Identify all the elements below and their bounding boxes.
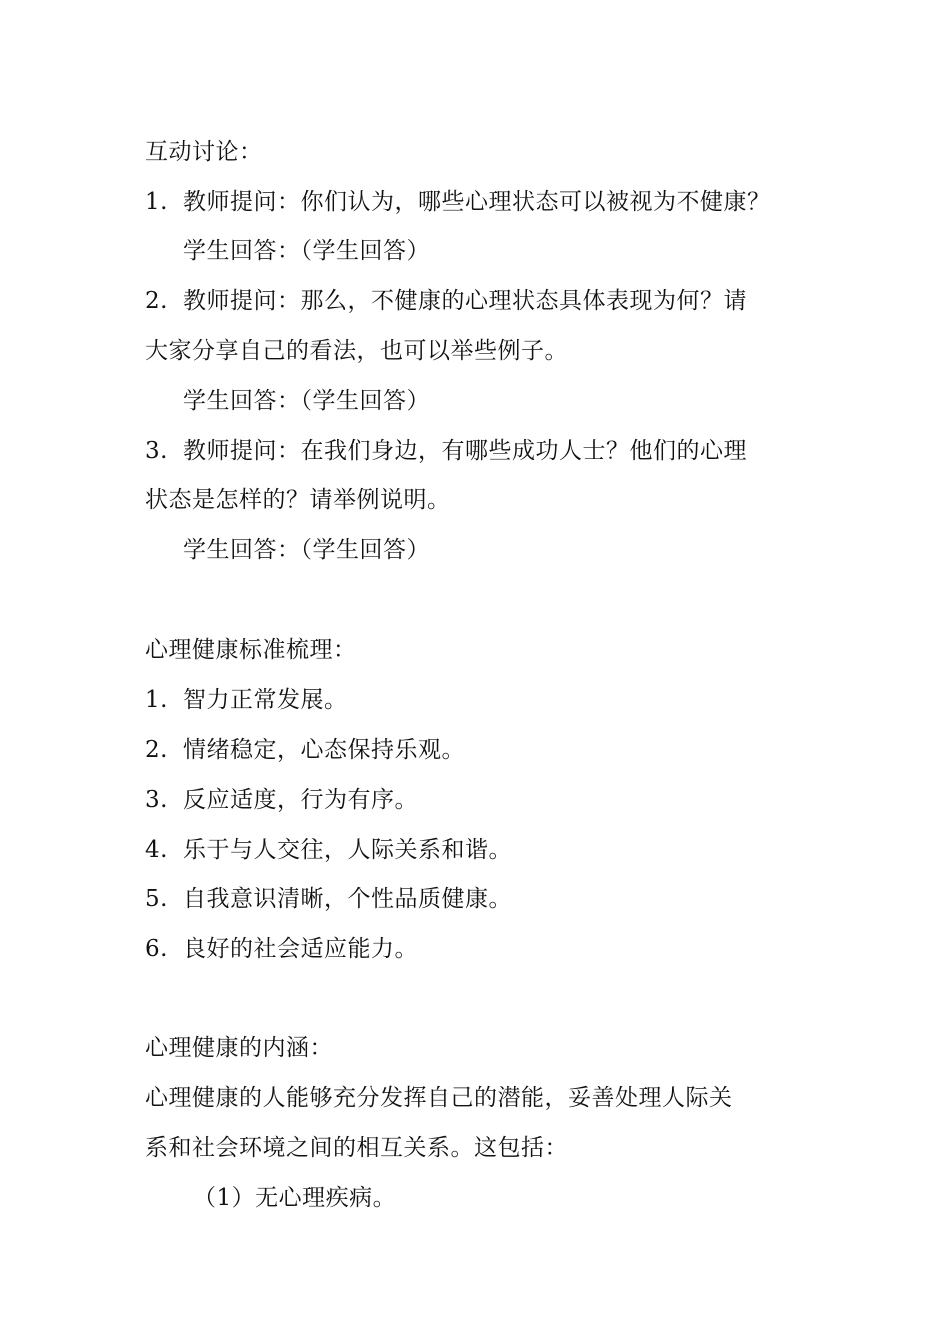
list-number: 3. [145,787,168,813]
standard-text: 良好的社会适应能力。 [183,936,418,962]
standard-text: 反应适度，行为有序。 [183,787,418,813]
list-number: 1. [145,687,168,713]
discussion-answer-3: 学生回答：（学生回答） [183,537,430,563]
standards-heading: 心理健康标准梳理： [145,637,357,663]
standard-text: 智力正常发展。 [183,687,348,713]
question-text: 教师提问：你们认为，哪些心理状态可以被视为不健康？ [183,189,771,215]
list-number: 2. [145,737,168,763]
connotation-heading: 心理健康的内涵： [145,1035,333,1061]
list-number: 1. [145,189,168,215]
standards-item-6 [145,934,418,964]
discussion-answer-2: 学生回答：（学生回答） [183,388,430,414]
connotation-sub-item-1: （1）无心理疾病。 [193,1185,397,1211]
list-number: 5. [145,886,168,912]
discussion-question-2 [145,286,747,316]
standards-item-1 [145,685,348,715]
standard-text: 自我意识清晰，个性品质健康。 [183,886,512,912]
standards-item-3 [145,785,418,815]
list-number: 2. [145,288,168,314]
standards-item-5 [145,884,512,914]
question-text: 教师提问：那么，不健康的心理状态具体表现为何？请 [183,288,747,314]
question-text: 教师提问：在我们身边，有哪些成功人士？他们的心理 [183,438,747,464]
discussion-question-3-continued: 状态是怎样的？请举例说明。 [145,487,451,513]
list-number: 4. [145,837,168,863]
discussion-heading: 互动讨论： [145,139,263,165]
discussion-answer-1: 学生回答：（学生回答） [183,238,430,264]
standards-item-4 [145,835,512,865]
list-number: 3. [145,438,168,464]
discussion-question-2-continued: 大家分享自己的看法，也可以举些例子。 [145,338,568,364]
discussion-question-3 [145,436,747,466]
list-number: 6. [145,936,168,962]
connotation-paragraph-line-2: 系和社会环境之间的相互关系。这包括： [145,1135,568,1161]
standards-item-2 [145,735,465,765]
standard-text: 情绪稳定，心态保持乐观。 [183,737,465,763]
connotation-paragraph-line-1: 心理健康的人能够充分发挥自己的潜能，妥善处理人际关 [145,1085,733,1111]
standard-text: 乐于与人交往，人际关系和谐。 [183,837,512,863]
discussion-question-1 [145,187,771,217]
